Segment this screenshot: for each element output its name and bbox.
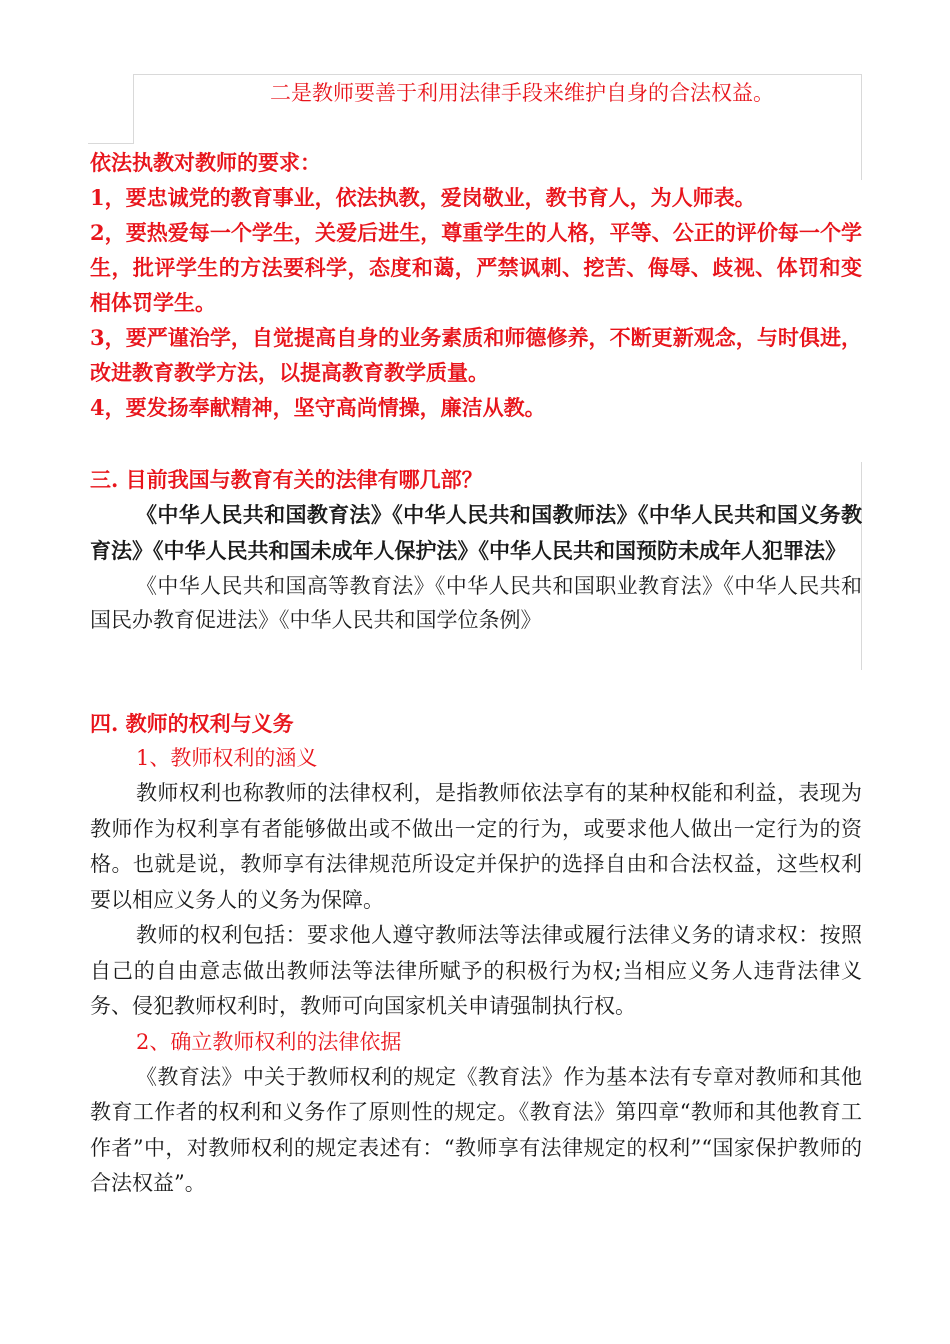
requirement-item-4: 4，要发扬奉献精神，坚守高尚情操，廉洁从教。 (90, 395, 546, 420)
laws-other: 《中华人民共和国高等教育法》《中华人民共和国职业教育法》《中华人民共和国民办教育促进法》《中华人民共和国学位条例》 (90, 574, 862, 632)
section-4-heading: 四. 教师的权利与义务 (90, 711, 294, 736)
requirements-section (90, 145, 862, 425)
section-3-heading: 三. 目前我国与教育有关的法律有哪几部？ (90, 467, 483, 492)
requirement-item-2: 2，要热爱每一个学生，关爱后进生，尊重学生的人格，平等、公正的评价每一个学生，批评学生的方法要科学，态度和蔼，严禁讽刺、挖苦、侮辱、歧视、体罚和变相体罚学生。 (90, 220, 862, 315)
subsection-2-paragraph-1: 《教育法》中关于教师权利的规定《教育法》作为基本法有专章对教师和其他教育工作者的权利和义务作了原则性的规定。《教育法》第四章“教师和其他教育工作者”中，对教师权利的规定表述有：“教师享有法律规定的权利”“国家保护教师的合法权益”。 (90, 1064, 862, 1195)
subsection-2-title: 2、确立教师权利的法律依据 (136, 1029, 402, 1054)
frame-line (88, 143, 134, 144)
laws-main: 《中华人民共和国教育法》《中华人民共和国教师法》《中华人民共和国义务教育法》《中华人民共和国未成年人保护法》《中华人民共和国预防未成年人犯罪法》 (90, 502, 862, 563)
frame-line (133, 74, 862, 75)
subsection-1-title: 1、教师权利的涵义 (136, 746, 318, 770)
subsection-1-paragraph-1: 教师权利也称教师的法律权利，是指教师依法享有的某种权能和利益，表现为教师作为权利享有者能够做出或不做出一定的行为，或要求他人做出一定行为的资格。也就是说，教师享有法律规范所设定并保护的选择自由和合法权益，这些权利要以相应义务人的义务为保障。 (90, 781, 862, 912)
section-4 (90, 706, 862, 1202)
top-note-block (90, 76, 862, 111)
requirement-item-3: 3，要严谨治学，自觉提高自身的业务素质和师德修养，不断更新观念，与时俱进，改进教育教学方法，以提高教育教学质量。 (90, 325, 862, 385)
section-3 (90, 462, 862, 637)
subsection-1-paragraph-2: 教师的权利包括：要求他人遵守教师法等法律或履行法律义务的请求权：按照自己的自由意志做出教师法等法律所赋予的积极行为权;当相应义务人违背法律义务、侵犯教师权利时，教师可向国家机关申请强制执行权。 (90, 923, 862, 1018)
requirement-item-1: 1，要忠诚党的教育事业，依法执教，爱岗敬业，教书育人，为人师表。 (90, 185, 756, 210)
top-note: 二是教师要善于利用法律手段来维护自身的合法权益。 (270, 81, 774, 105)
requirements-heading: 依法执教对教师的要求： (90, 150, 321, 175)
